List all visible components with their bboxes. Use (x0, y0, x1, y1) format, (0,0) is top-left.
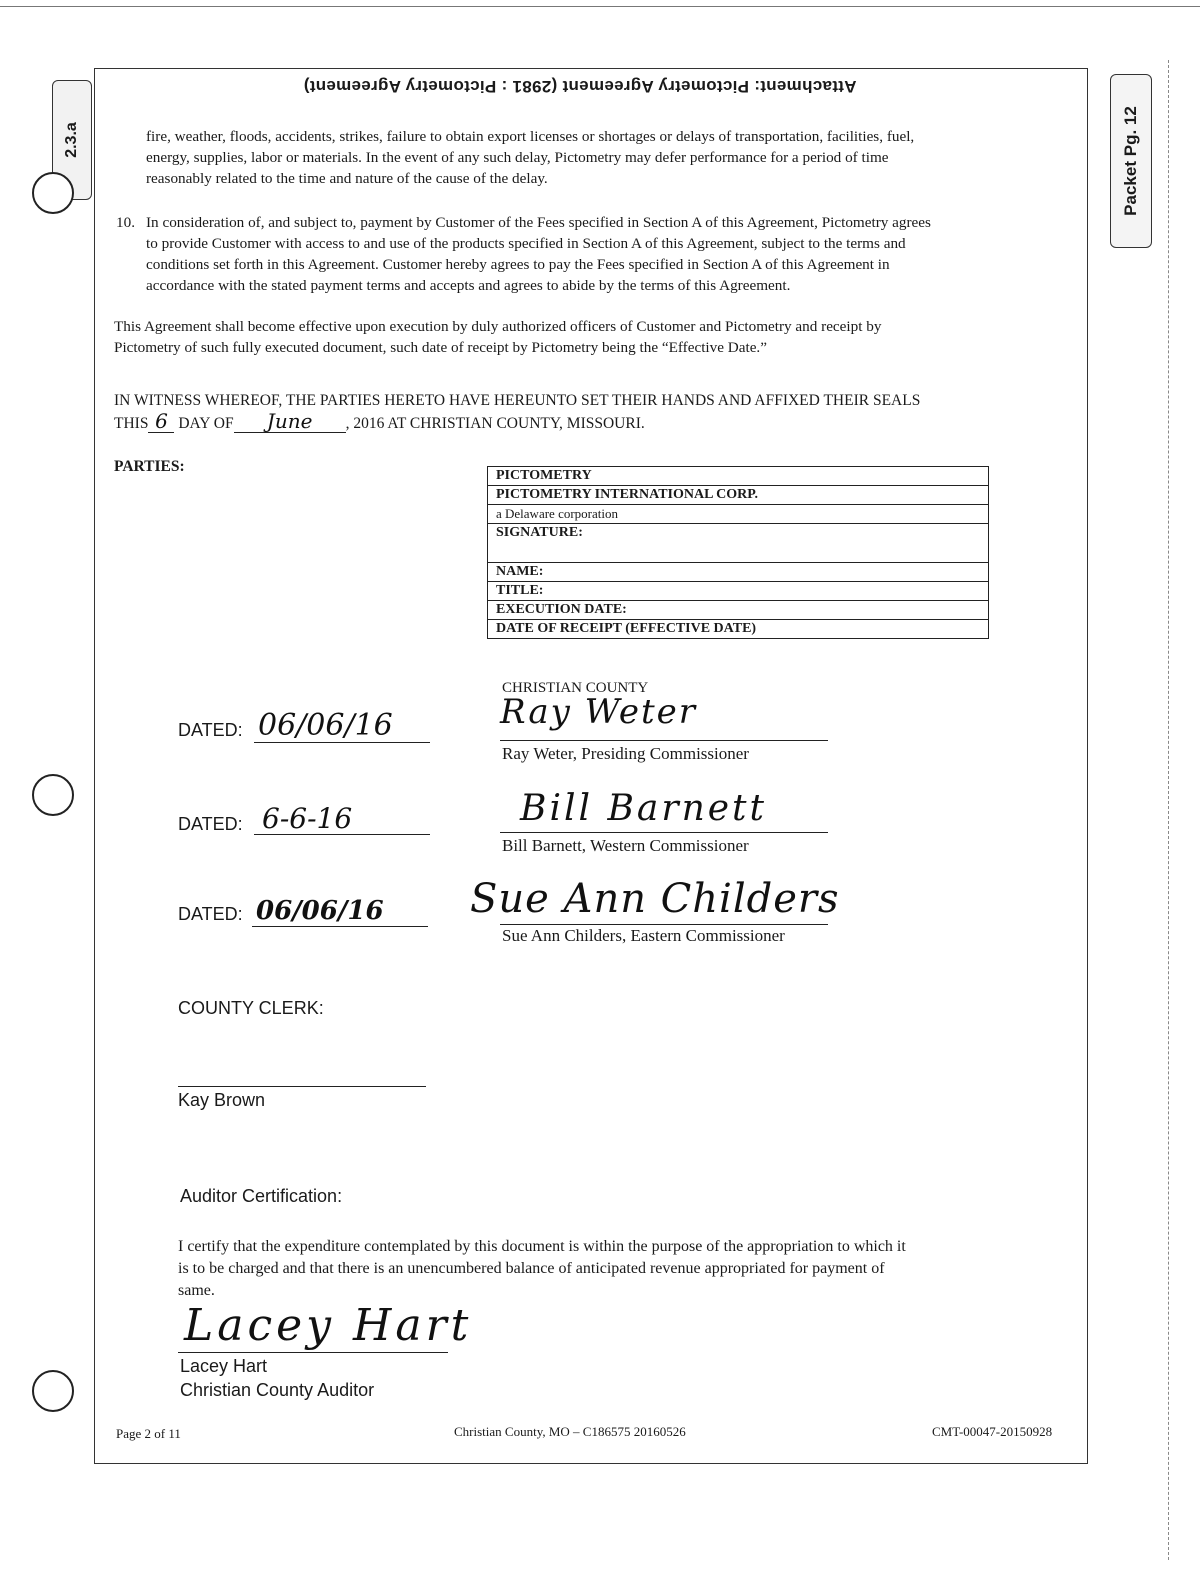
text-line: conditions set forth in this Agreement. Customer hereby agrees to pay the Fees specified in Section A of this Agreement in (146, 256, 890, 273)
table-cell-incorporation: a Delaware corporation (488, 505, 989, 524)
witness-clause-line2 (114, 411, 814, 434)
packet-page-label: Packet Pg. 12 (1121, 106, 1140, 216)
binder-hole-middle (32, 774, 74, 816)
text-line: is to be charged and that there is an unencumbered balance of anticipated revenue appropriated for payment of (178, 1260, 885, 1277)
witness-month-handwritten: June (234, 411, 346, 433)
dated-label-3: DATED: (178, 904, 243, 924)
table-cell-company: PICTOMETRY INTERNATIONAL CORP. (488, 486, 989, 505)
binder-hole-bottom (32, 1370, 74, 1412)
dated-label-1: DATED: (178, 720, 243, 740)
signature-sue-ann-childers: Sue Ann Childers (470, 876, 840, 922)
table-cell-pictometry: PICTOMETRY (488, 467, 989, 486)
dated-handwritten-2: 6-6-16 (262, 802, 353, 835)
scan-top-edge (0, 6, 1200, 7)
binder-hole-top (32, 172, 74, 214)
table-cell-title: TITLE: (488, 582, 989, 601)
table-cell-execution-date: EXECUTION DATE: (488, 601, 989, 620)
effective-date-paragraph (114, 316, 1074, 358)
witness-year-place: , 2016 AT CHRISTIAN COUNTY, MISSOURI. (345, 415, 645, 432)
signature-line-2 (500, 832, 828, 833)
signer-caption-1: Ray Weter, Presiding Commissioner (502, 744, 749, 763)
section-10-paragraph (146, 212, 1076, 296)
auditor-name: Lacey Hart (180, 1356, 268, 1376)
table-cell-name: NAME: (488, 563, 989, 582)
section-10-number: 10. (116, 214, 135, 231)
table-cell-receipt-date: DATE OF RECEIPT (EFFECTIVE DATE) (488, 620, 989, 639)
signature-lacey-hart: Lacey Hart (184, 1300, 473, 1351)
witness-this: THIS (114, 415, 149, 432)
witness-day-handwritten: 6 (148, 411, 174, 433)
agenda-item-number: 2.3.a (63, 122, 80, 158)
pictometry-signature-table (487, 466, 989, 639)
packet-page-tab (1110, 74, 1152, 248)
footer-page-number: Page 2 of 11 (116, 1426, 181, 1441)
text-line: to provide Customer with access to and use of the products specified in Section A of this Agreement, subject to the terms and (146, 235, 906, 252)
signature-bill-barnett: Bill Barnett (520, 788, 767, 829)
force-majeure-paragraph (146, 126, 1066, 189)
footer-contract-id: CMT-00047-20150928 (932, 1424, 1053, 1439)
table-cell-signature: SIGNATURE: (488, 524, 989, 563)
text-line: reasonably related to the time and nature of the cause of the delay. (146, 170, 548, 187)
text-line: energy, supplies, labor or materials. In the event of any such delay, Pictometry may defer performance for a period of time (146, 149, 889, 166)
text-line: Pictometry of such fully executed document, such date of receipt by Pictometry being the “Effective Date.” (114, 339, 767, 356)
dated-handwritten-3: 06/06/16 (256, 896, 384, 926)
auditor-certification-heading: Auditor Certification: (180, 1186, 343, 1206)
text-line: accordance with the stated payment terms and accepts and agrees to abide by the terms of this Agreement. (146, 277, 791, 294)
dated-label-2: DATED: (178, 814, 243, 834)
signature-line-3 (500, 924, 828, 925)
christian-county-heading: CHRISTIAN COUNTY (502, 680, 649, 696)
signature-line-1 (500, 740, 828, 741)
dated-handwritten-1: 06/06/16 (258, 708, 393, 743)
text-line: fire, weather, floods, accidents, strikes, failure to obtain export licenses or shortages or delays of transportation, facilities, fuel, (146, 128, 915, 145)
auditor-title: Christian County Auditor (180, 1380, 375, 1400)
signer-caption-3: Sue Ann Childers, Eastern Commissioner (502, 926, 785, 945)
text-line: same. (178, 1282, 215, 1299)
witness-clause-line1: IN WITNESS WHEREOF, THE PARTIES HERETO HAVE HEREUNTO SET THEIR HANDS AND AFFIXED THEIR SEALS (114, 392, 921, 409)
date-line-1 (254, 742, 430, 743)
date-line-2 (254, 834, 430, 835)
county-clerk-name: Kay Brown (178, 1090, 266, 1110)
parties-label: PARTIES: (114, 458, 185, 475)
text-line: In consideration of, and subject to, payment by Customer of the Fees specified in Section A of this Agreement, Pictometry agrees (146, 214, 931, 231)
attachment-header-upside-down: Attachment: Pictometry Agreement (2981 : Pictometry Agreement) (303, 77, 857, 96)
auditor-certification-text (178, 1236, 1078, 1302)
footer-document-id: Christian County, MO – C186575 20160526 (454, 1424, 686, 1439)
text-line: This Agreement shall become effective upon execution by duly authorized officers of Customer and Pictometry and receipt by (114, 318, 882, 335)
text-line: I certify that the expenditure contemplated by this document is within the purpose of the appropriation to which it (178, 1238, 906, 1255)
clerk-signature-line (178, 1086, 426, 1087)
witness-day-of: DAY OF (178, 415, 234, 432)
scan-right-edge (1168, 60, 1169, 1560)
county-clerk-label: COUNTY CLERK: (178, 998, 324, 1018)
date-line-3 (252, 926, 428, 927)
signer-caption-2: Bill Barnett, Western Commissioner (502, 836, 749, 855)
auditor-signature-line (178, 1352, 448, 1353)
signature-ray-weter: Ray Weter (500, 692, 697, 732)
